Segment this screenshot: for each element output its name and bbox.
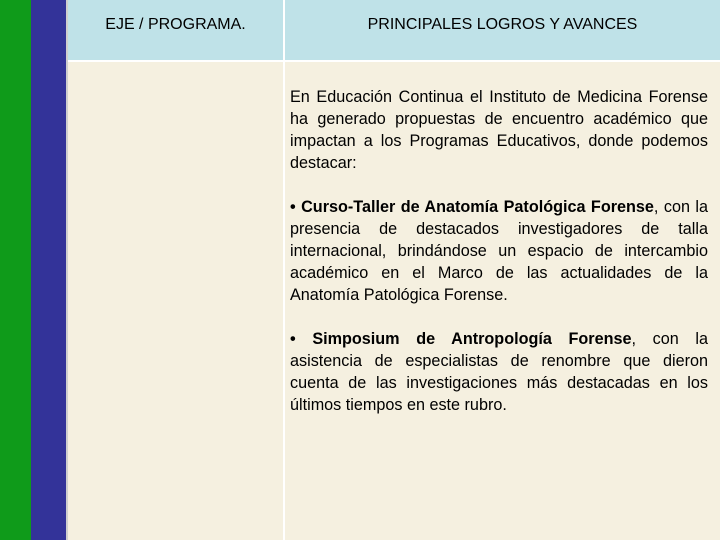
header-eje-programa: [68, 0, 283, 60]
item-text: , con la asistencia de especialistas de renombre que dieron cuenta de las investigaciones más destacadas en los últimos tiempos en este rubro.: [290, 330, 708, 414]
achievements-table: [68, 0, 720, 540]
item-text: , con la presencia de destacados investigadores de talla internacional, brindándose un espacio de intercambio académico en el Marco de las actualidades de la Anatomía Patológica Forense.: [290, 198, 708, 304]
navy-side-bar: [31, 0, 66, 540]
item-paragraph: [290, 328, 708, 416]
item-paragraph: [290, 196, 708, 306]
header-right-label: PRINCIPALES LOGROS Y AVANCES: [367, 16, 638, 33]
item-title: • Curso-Taller de Anatomía Patológica Forense: [290, 198, 654, 216]
item-title: • Simposium de Antropología Forense: [290, 330, 632, 348]
intro-paragraph: En Educación Continua el Instituto de Medicina Forense ha generado propuestas de encuentro académico que impactan a los Programas Educativos, donde podemos destacar:: [290, 88, 708, 172]
header-logros: [285, 0, 720, 60]
header-left-label: EJE / PROGRAMA.: [105, 16, 246, 33]
green-side-bar: [0, 0, 31, 540]
eje-cell: [68, 62, 283, 540]
logros-content: [290, 86, 708, 438]
